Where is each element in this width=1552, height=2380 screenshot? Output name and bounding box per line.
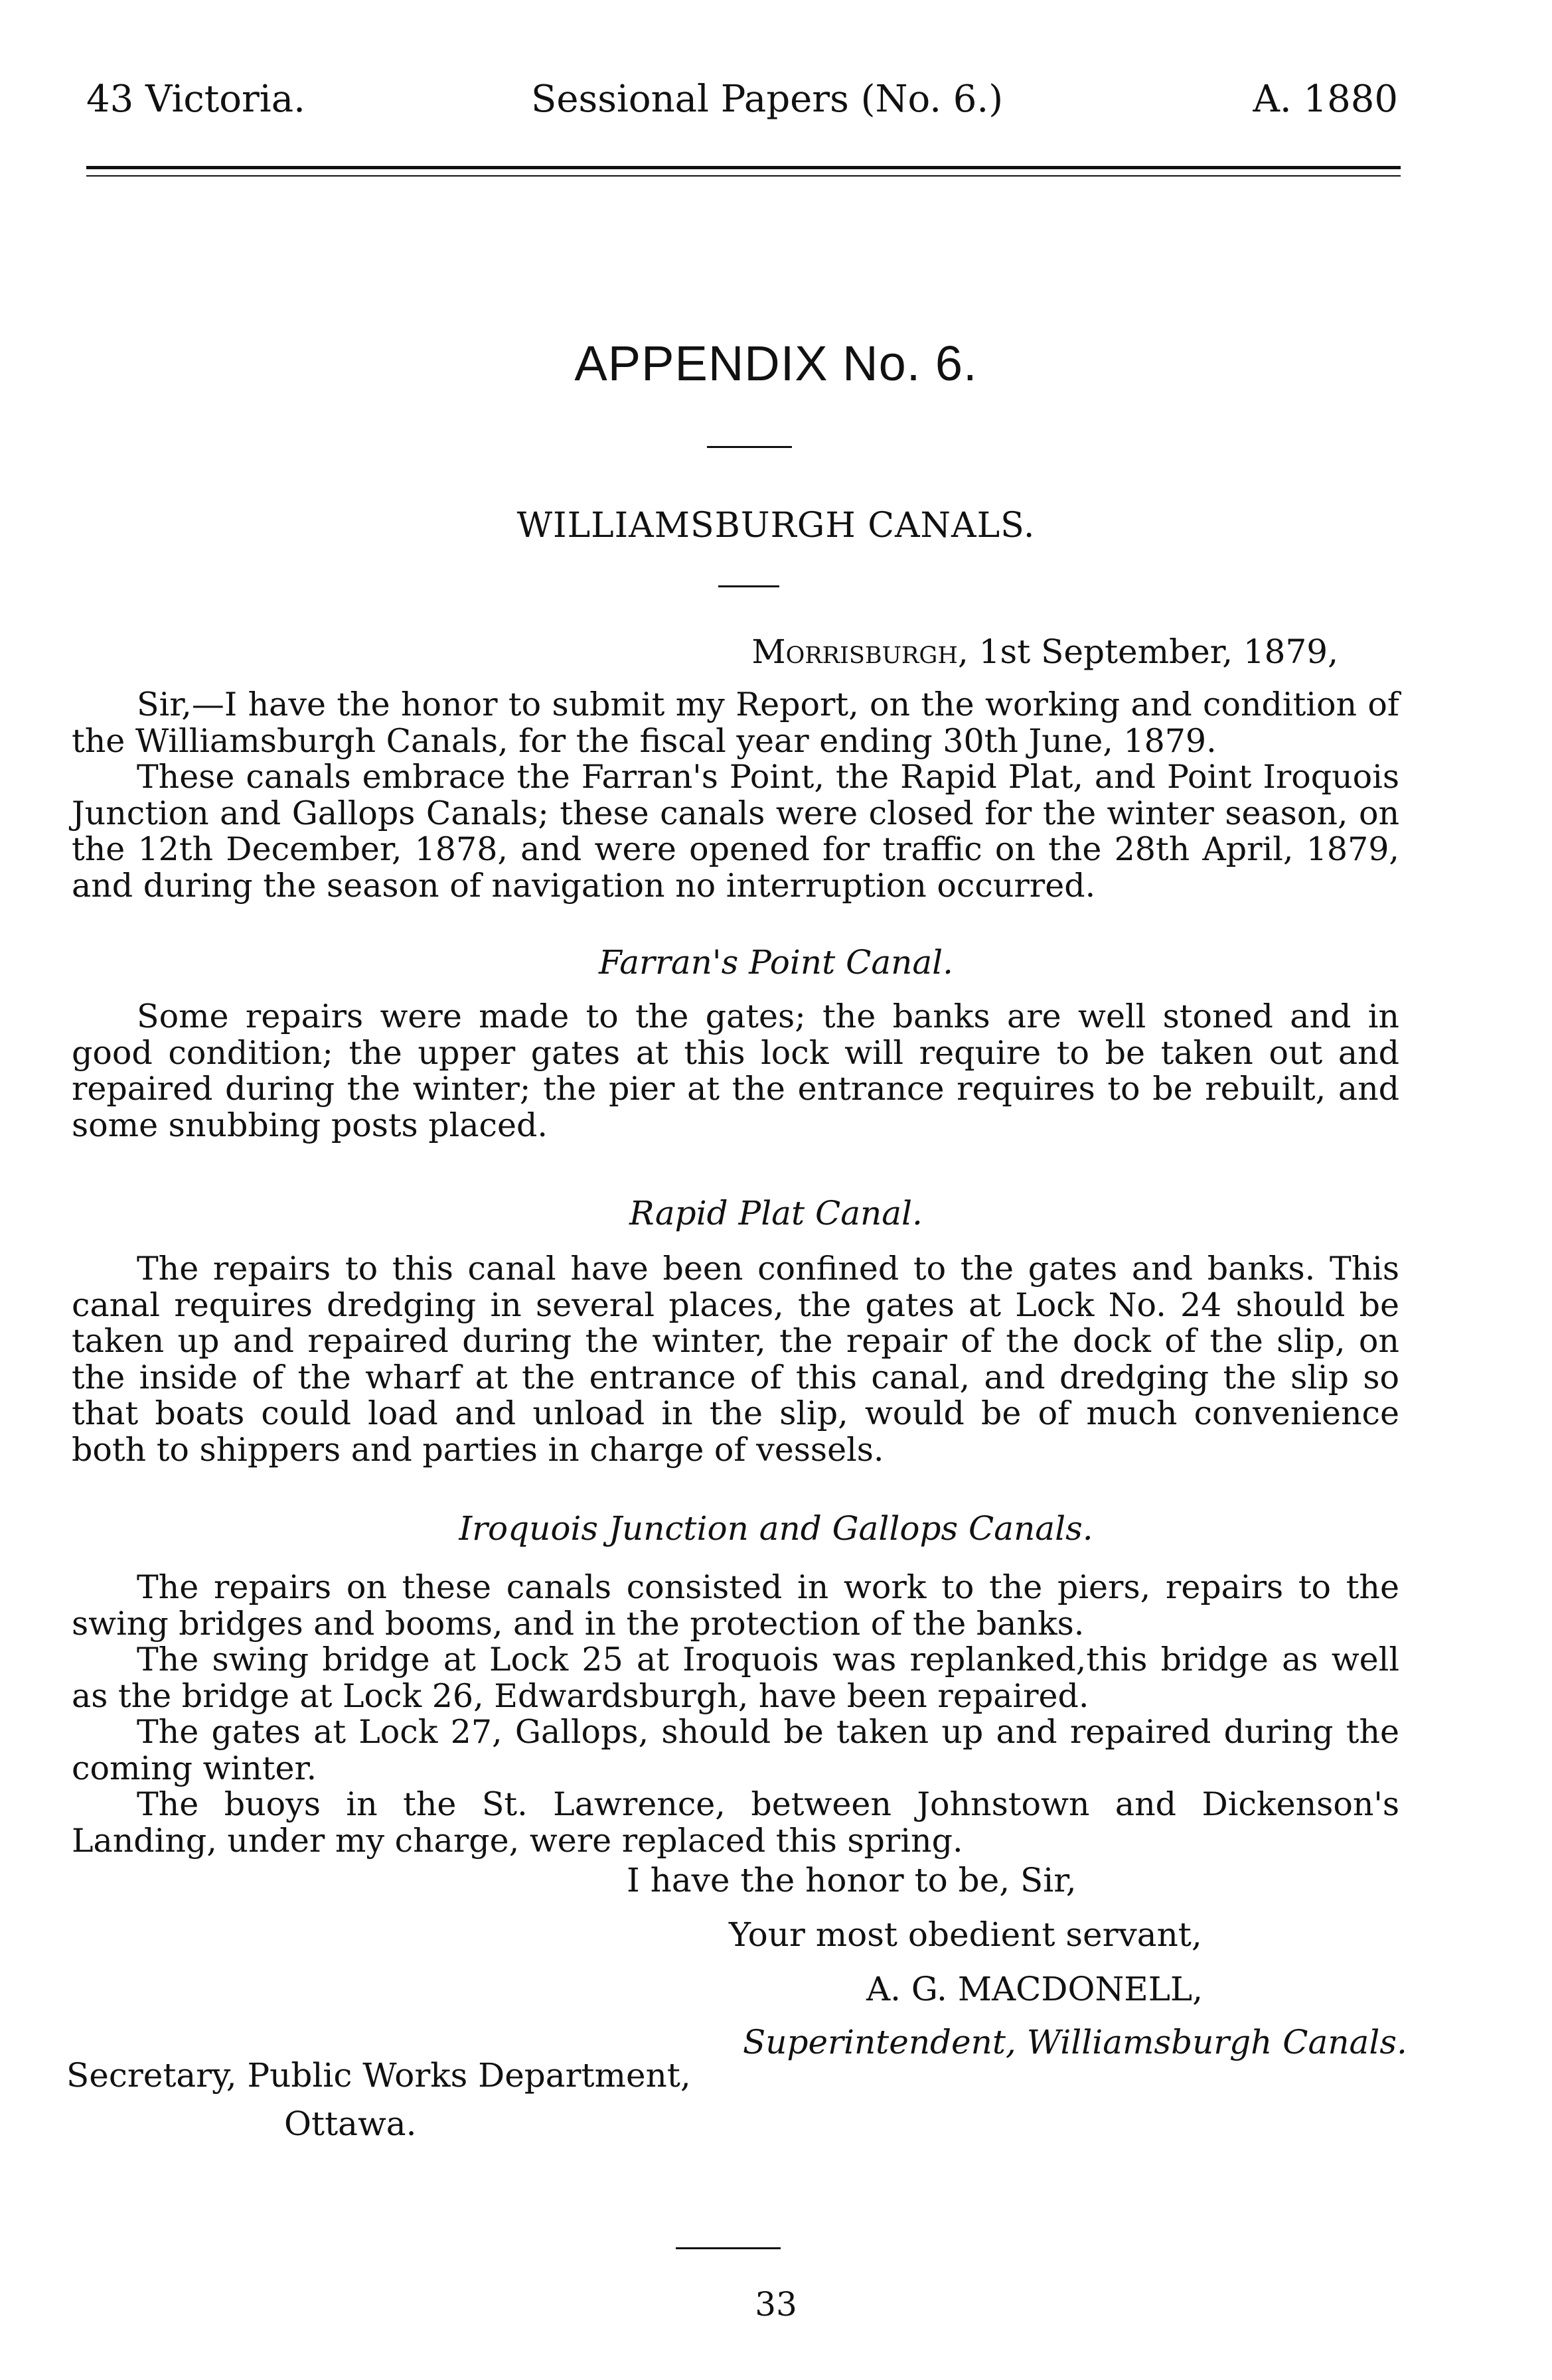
addressee-line-2: Ottawa. [284,2105,417,2143]
header-rule-thin [86,175,1401,177]
dateline [751,632,1338,672]
section-body-farrans-point [72,999,1399,1144]
intro-body [72,687,1399,904]
section-heading-farrans-point: Farran's Point Canal. [598,943,954,982]
dateline-place: Morrisburgh, [751,632,969,671]
header-center: Sessional Papers (No. 6.) [531,78,1004,121]
page-subtitle: WILLIAMSBURGH CANALS. [516,506,1036,546]
subtitle-divider [718,585,779,587]
intro-paragraph: Sir,—I have the honor to submit my Report, on the working and condition of the Williamsburgh Canals, for the fiscal year ending 30th June, 1879. [72,686,1399,760]
closing-line-2: Your most obedient servant, [729,1915,1202,1954]
section-heading-iroquois-gallops: Iroquois Junction and Gallops Canals. [459,1509,1093,1548]
section-paragraph: The repairs to this canal have been confined to the gates and banks. This canal requires dredging in several places, the gates at Lock No. 24 should be taken up and repaired during the winter, the repair of the dock of the slip, on the inside of the wharf at the entrance of this canal, and dredging the slip so that boats could load and unload in the slip, would be of much convenience both to shippers and parties in charge of vessels. [72,1250,1399,1469]
section-paragraph: Some repairs were made to the gates; the banks are well stoned and in good condition; the upper gates at this lock will require to be taken out and repaired during the winter; the pier at the entrance requires to be rebuilt, and some snubbing posts placed. [72,998,1399,1144]
footer-divider [676,2247,781,2249]
signature-name: A. G. MACDONELL, [866,1970,1203,2008]
title-divider [707,446,792,448]
section-heading-rapid-plat: Rapid Plat Canal. [629,1194,923,1232]
section-paragraph: The gates at Lock 27, Gallops, should be taken up and repaired during the coming winter. [72,1713,1399,1787]
section-paragraph: The swing bridge at Lock 25 at Iroquois was replanked,this bridge as well as the bridge at Lock 26, Edwardsburgh, have been repaired. [72,1641,1399,1715]
signature-title: Superintendent, Williamsburgh Canals. [743,2023,1407,2061]
section-body-iroquois-gallops [72,1570,1399,1859]
page-title: APPENDIX No. 6. [574,336,978,391]
header-right: A. 1880 [1253,78,1398,121]
addressee-line-1: Secretary, Public Works Department, [66,2056,691,2095]
header-left: 43 Victoria. [86,78,305,121]
page-number: 33 [755,2285,797,2324]
closing-line-1: I have the honor to be, Sir, [627,1861,1077,1899]
section-body-rapid-plat [72,1251,1399,1468]
intro-paragraph: These canals embrace the Farran's Point, the Rapid Plat, and Point Iroquois Junction and Gallops Canals; these canals were closed for the winter season, on the 12th December, 1878, and were opened for traffic on the 28th April, 1879, and during the season of navigation no interruption occurred. [72,758,1399,905]
section-paragraph: The repairs on these canals consisted in work to the piers, repairs to the swing bridges and booms, and in the protection of the banks. [72,1568,1399,1643]
section-paragraph: The buoys in the St. Lawrence, between Johnstown and Dickenson's Landing, under my charge, were replaced this spring. [72,1785,1399,1860]
dateline-date: 1st September, 1879, [968,632,1338,671]
header-rule-thick [86,166,1401,169]
